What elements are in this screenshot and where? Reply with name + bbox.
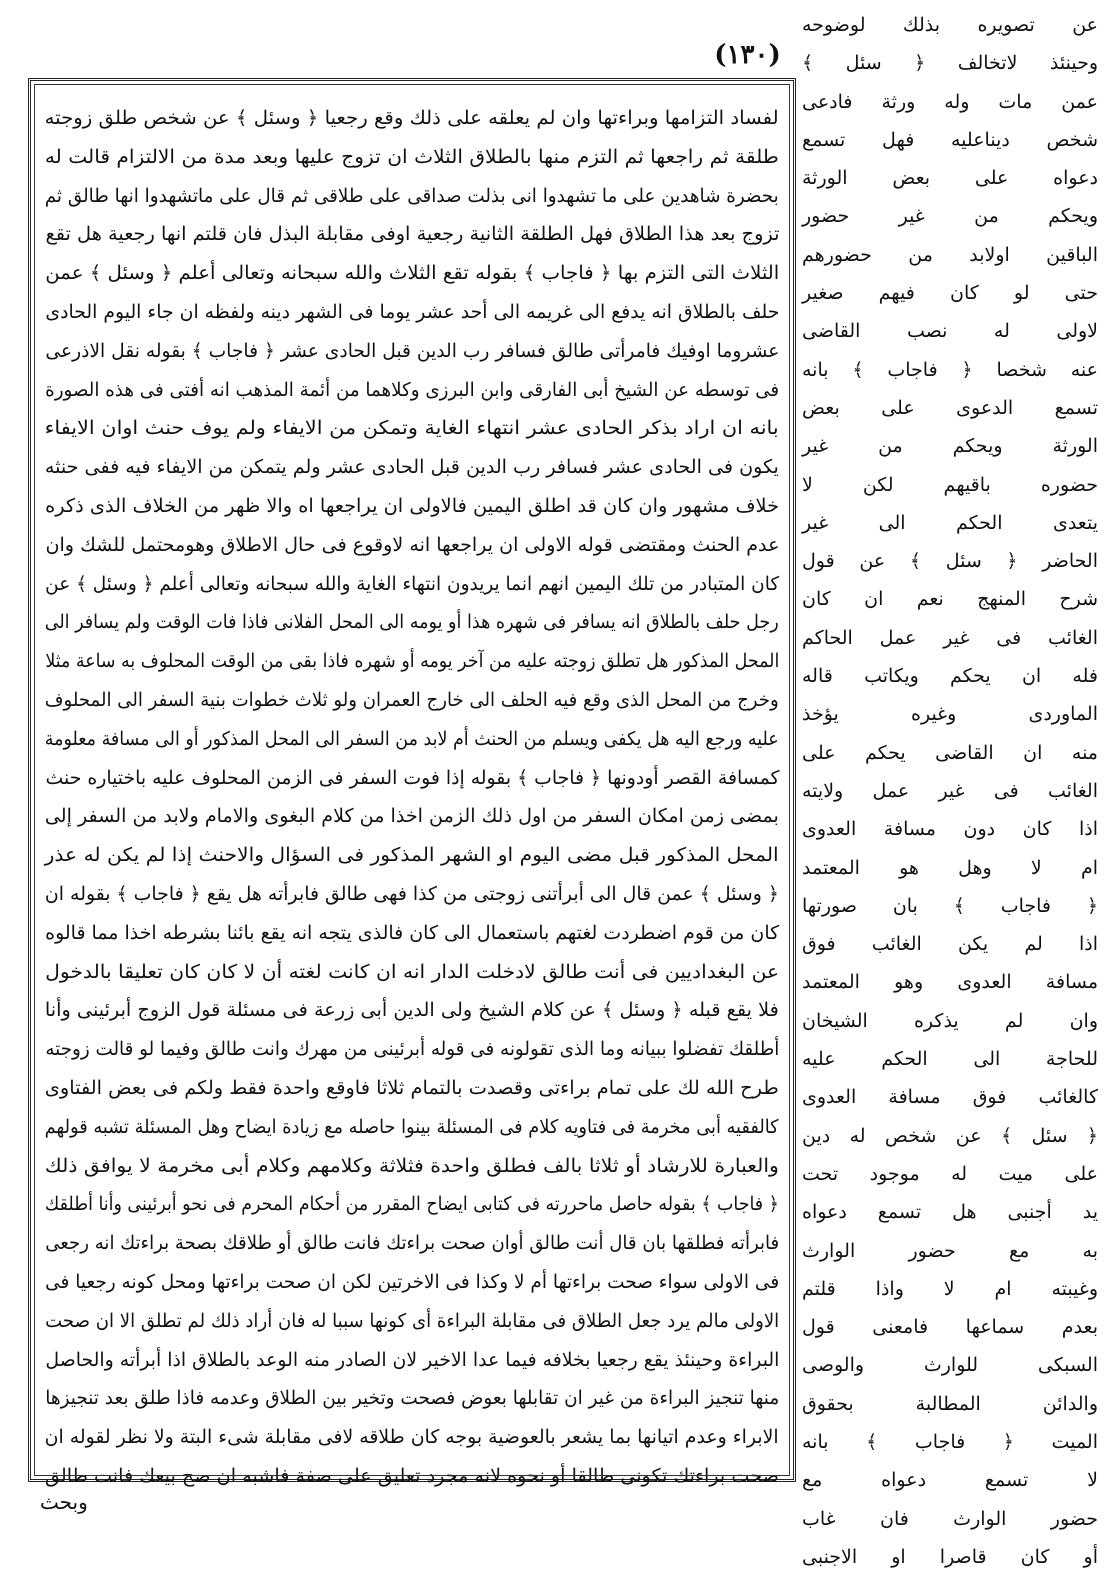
margin-text-line-text: الباقين اولابد من حضورهم (802, 243, 1098, 266)
main-text-line (45, 371, 779, 410)
main-text-line-text: فابرأته فطلقها بان قال أنت طالق أوان صحت براءتك فانت طالق أو طلاقك بصحة براءتك انه رجعى (45, 1232, 779, 1255)
margin-text-line (802, 542, 1098, 580)
main-text-line (45, 254, 779, 293)
margin-text-line-text: بعدم سماعها فامعنى قول (802, 1316, 1098, 1339)
margin-text-line-text: ام لا وهل هو المعتمد (802, 856, 1098, 879)
main-text-line-text: عدم الحنث ومقتضى قوله الاولى ان يراجعها انه لاوقوع فى حال الاطلاق وهومحتمل للشك وان (45, 533, 779, 556)
main-text-line-text: كمسافة القصر أودونها ﴿ فاجاب ﴾ بقوله إذا فوت السفر فى الزمن المحلوف عليه باختياره حنث (45, 766, 779, 789)
margin-text-line-text: الغائب فى غير عمل الحاكم (802, 626, 1098, 649)
main-text-line (45, 293, 779, 332)
margin-text-line-text: لا تسمع دعواه مع (802, 1469, 1098, 1492)
main-text-line (45, 1457, 779, 1496)
margin-text-line (802, 810, 1098, 848)
main-text-line (45, 99, 779, 138)
margin-text-line (802, 83, 1098, 121)
main-text-line (45, 1263, 779, 1302)
main-text-frame (28, 78, 796, 1487)
margin-text-line-text: مسافة العدوى وهو المعتمد (802, 971, 1098, 994)
margin-text-line (802, 6, 1098, 44)
main-text-line-text: صحت براءتك تكونى طالقا أو نحوه لانه مجرد تعليق على صفة فاشبه ان صح بيعك فانت طالق (45, 1464, 779, 1487)
margin-text-line (802, 1538, 1098, 1576)
margin-text-line-text: على ميت له موجود تحت (802, 1162, 1098, 1185)
margin-text-line (802, 159, 1098, 197)
main-text-line (45, 603, 779, 642)
main-text-line-text: بحضرة شاهدين على ما تشهدوا انى بذلت صداقى على طلاقى ثم قال على ماتشهدوا انها طالق ثم (45, 184, 779, 207)
main-text-line-text: كالفقيه أبى مخرمة فى فتاويه كلام فى المسئلة بينوا حاصله مع زيادة ايضاح وهل المسئلة تشبه قولهم (45, 1115, 779, 1138)
margin-text-line (802, 1270, 1098, 1308)
margin-text-line (802, 887, 1098, 925)
margin-text-line (802, 1040, 1098, 1078)
margin-text-line (802, 1078, 1098, 1116)
main-text-line-text: المحل المذكور هل تطلق زوجته عليه من آخر يومه أو شهره فاذا بقى من الوقت المحلوف به ساعة مثلا (45, 650, 779, 673)
margin-text-line (802, 274, 1098, 312)
margin-text-line (802, 351, 1098, 389)
margin-text-line-text: كالغائب فوق مسافة العدوى (802, 1086, 1098, 1109)
margin-text-line (802, 657, 1098, 695)
main-text-line (45, 177, 779, 216)
margin-text-line (802, 1461, 1098, 1499)
main-text-line-text: فى الاولى سواء صحت براءتها أم لا وكذا فى الاخرتين لكن ان صحت براءتها ومحل كونه رجعيا فى (45, 1270, 779, 1293)
main-text-line-text: حلف بالطلاق انه يدفع الى غريمه الى أحد عشر يوما فى الشهر دينه ولفظه ان جاء اليوم الحادى (45, 300, 779, 323)
main-text-line-text: تزوج بعد هذا الطلاق فهل الطلقة الثانية رجعية اوفى مقابلة البذل فان قلتم انها رجعية هل تقع (45, 223, 779, 246)
margin-text-line-text: يتعدى الحكم الى غير (802, 511, 1098, 534)
main-text-line-text: بانه ان اراد بذكر الحادى عشر انتهاء الغاية وتمكن من الايفاء ولم يوف حنث اوان الايفاء (45, 417, 779, 440)
main-text-line-text: عليه ورجع اليه هل يكفى ويسلم من الحنث أم لابد من السفر الى المحل المذكور أو الى مسافة معلومة (45, 727, 779, 750)
margin-text-line-text: الميت ﴿ فاجاب ﴾ بانه (802, 1430, 1098, 1453)
margin-text-line (802, 427, 1098, 465)
margin-text-line (802, 1232, 1098, 1270)
margin-text-line-text: ﴿ سئل ﴾ عن شخص له دين (802, 1124, 1098, 1147)
margin-text-line-text: الورثة ويحكم من غير (802, 435, 1098, 458)
main-text-line-text: عن البغداديين فى أنت طالق لادخلت الدار انه ان كانت لغته أن لا كان كان تعليقا بالدخول (45, 960, 779, 983)
margin-text-line-text: حضور الوارث فان غاب (802, 1507, 1098, 1530)
main-text-line-text: رجل حلف بالطلاق انه يسافر فى شهره هذا أو يومه الى المحل الفلانى فاذا فات الوقت ولم يسافر الى (45, 611, 779, 634)
margin-text-line-text: لاولى له نصب القاضى (802, 320, 1098, 343)
margin-text-line (802, 236, 1098, 274)
main-text-line-text: الثلاث التى التزم بها ﴿ فاجاب ﴾ بقوله تقع الثلاث والله سبحانه وتعالى أعلم ﴿ وسئل ﴾ عمن (45, 262, 779, 285)
margin-text-line (802, 197, 1098, 235)
margin-text-line-text: السبكى للوارث والوصى (802, 1354, 1098, 1377)
main-text-line-text: يكون فى الحادى عشر فسافر رب الدين قبل الحادى عشر ولم يتمكن من الايفاء فيه ففى حنثه (45, 456, 779, 479)
margin-text-line (802, 1002, 1098, 1040)
margin-text-line-text: أو كان قاصرا او الاجنبى (802, 1545, 1098, 1568)
margin-text-line-text: الحاضر ﴿ سئل ﴾ عن قول (802, 550, 1098, 573)
margin-text-line (802, 580, 1098, 618)
main-text-line (45, 797, 779, 836)
margin-text-line-text: وحينئذ لاتخالف ﴿ سئل ﴾ (802, 52, 1098, 75)
main-text-line (45, 1108, 779, 1147)
main-text-line-text: طلقة ثم راجعها ثم التزم منها بالطلاق الثلاث ان تزوج عليها وبعد مدة من الالتزام قالت له (45, 145, 779, 168)
main-text-line (45, 759, 779, 798)
main-text-line-text: بمضى زمن امكان السفر من اول ذلك الزمن اخذا من كلام البغوى والامام ولابد من السفر إلى (45, 805, 779, 828)
main-text-line-text: الاولى مالم يرد جعل الطلاق فى مقابلة البراءة أى كونها سببا له فان أراد ذلك لم تطلق الا ان صحت (45, 1309, 779, 1332)
main-text-line (45, 409, 779, 448)
main-text-line (45, 138, 779, 177)
main-text-line-text: فى توسطه عن الشيخ أبى الفارقى وابن البرزى وكلاهما من أئمة المذهب انه أفتى فى هذه الصورة (45, 378, 779, 401)
main-text-line-text: المحل المذكور قبل مضى اليوم او الشهر المذكور فى السؤال والاحنث إذا لم يكن له عذر (45, 844, 779, 867)
margin-text-line-text: فله ان يحكم ويكاتب قاله (802, 665, 1098, 688)
main-text-line (45, 1224, 779, 1263)
main-text-line (45, 1418, 779, 1457)
margin-text-line (802, 1500, 1098, 1538)
margin-text-line (802, 695, 1098, 733)
main-text-line (45, 1030, 779, 1069)
margin-text-line-text: الغائب فى غير عمل ولايته (802, 779, 1098, 802)
main-text-line-text: أطلقك تفضلوا ببيانه وما الذى تقولونه فى قوله أبرئينى من مهرك وانت طالق وفيما لو قالت زوجته (45, 1038, 779, 1061)
main-text-line-text: ﴿ فاجاب ﴾ بقوله حاصل ماحررته فى كتابى ايضاح المقرر من أحكام المحرم فى نحو أبرئينى وأنا أطلقك (45, 1193, 779, 1216)
margin-text-line (802, 44, 1098, 82)
margin-text-line-text: اذا لم يكن الغائب فوق (802, 933, 1098, 956)
main-text-line (45, 720, 779, 759)
margin-text-line (802, 1346, 1098, 1384)
margin-text-line-text: تسمع الدعوى على بعض (802, 396, 1098, 419)
margin-text-line-text: الماوردى وغيره يؤخذ (802, 703, 1098, 726)
margin-text-line (802, 1117, 1098, 1155)
main-text-line (45, 1341, 779, 1380)
main-text-line (45, 1147, 779, 1186)
margin-text-line-text: وان لم يذكره الشيخان (802, 1009, 1098, 1032)
main-text-line (45, 642, 779, 681)
main-text-line-text: فلا يقع قبله ﴿ وسئل ﴾ عن كلام الشيخ ولى الدين أبى زرعة فى مسئلة قول الزوج أبرئينى وأنا (45, 999, 779, 1022)
margin-text-line (802, 466, 1098, 504)
margin-text-line (802, 312, 1098, 350)
margin-text-line (802, 121, 1098, 159)
margin-text-line (802, 772, 1098, 810)
main-text-line-text: الابراء وعدم اتيانها بما يشعر بالعوضية بوجه كان طلاقه لافى مقابلة شىء البتة ولا نظر لقوله ان (45, 1426, 779, 1449)
main-text-line (45, 526, 779, 565)
main-text-line (45, 914, 779, 953)
main-text-line (45, 875, 779, 914)
margin-text-line (802, 1308, 1098, 1346)
main-text-line (45, 1379, 779, 1418)
main-text-line-text: منها تنجيز البراءة من غير ان تقابلها بعوض فصحت وتخير بين الطلاق وعدمه فاذا طلق بعد تنجيزها (45, 1387, 779, 1410)
margin-text-line (802, 925, 1098, 963)
main-text-line (45, 1069, 779, 1108)
margin-text-line (802, 619, 1098, 657)
main-text-line (45, 953, 779, 992)
main-text-line-text: طرح الله لك على تمام براءتى وقصدت بالتمام ثلاثا فاوقع واحدة فقط ولكم فى بعض الفتاوى (45, 1076, 779, 1099)
margin-text-line (802, 389, 1098, 427)
main-text-line (45, 332, 779, 371)
margin-text-line (802, 504, 1098, 542)
margin-text-line-text: عن تصويره بذلك لوضوحه (802, 14, 1098, 36)
margin-text-line (802, 849, 1098, 887)
margin-text-line-text: اذا كان دون مسافة العدوى (802, 818, 1098, 841)
margin-text-line-text: عنه شخصا ﴿ فاجاب ﴾ بانه (802, 358, 1098, 381)
main-text-line (45, 1185, 779, 1224)
main-text-line-text: وخرج من المحل الذى وقع فيه الحلف الى خارج العمران ولو ثلاث خطوات بنية السفر الى المحلوف (45, 688, 779, 711)
main-text-line (45, 565, 779, 604)
margin-text-line-text: يد أجنبى هل تسمع دعواه (802, 1201, 1098, 1224)
margin-text-line-text: والدائن المطالبة بحقوق (802, 1392, 1098, 1415)
margin-text-line-text: دعواه على بعض الورثة (802, 167, 1098, 190)
main-text-line-text: والعبارة للارشاد أو ثلاثا بالف فطلق واحدة فثلاثة وكلامهم وكلام أبى مخرمة لا يوافق ذلك (45, 1154, 779, 1177)
main-text-line-text: خلاف مشهور وان كان قد اطلق اليمين فالاولى ان يراجعها اه والا ظهر من الخلاف الذى ذكره (45, 494, 779, 517)
margin-text-line (802, 1423, 1098, 1461)
margin-text-line-text: ﴿ فاجاب ﴾ بان صورتها (802, 894, 1098, 917)
margin-text-line-text: منه ان القاضى يحكم على (802, 741, 1098, 764)
margin-text-line (802, 1155, 1098, 1193)
main-text-line (45, 215, 779, 254)
main-text-line (45, 991, 779, 1030)
main-text-line (45, 448, 779, 487)
main-text-line-text: ﴿ وسئل ﴾ عمن قال الى أبرأتنى زوجتى من كذا فهى طالق فابرأته هل يقع ﴿ فاجاب ﴾ بقوله ان (45, 882, 779, 905)
page-number: (١٣٠) (714, 40, 781, 70)
margin-text-line-text: به مع حضور الوارث (802, 1239, 1098, 1262)
main-text-line (45, 1302, 779, 1341)
margin-text-line-text: للحاجة الى الحكم عليه (802, 1048, 1098, 1071)
margin-text-line (802, 1193, 1098, 1231)
margin-text-line (802, 1385, 1098, 1423)
main-text-line-text: عشروما اوفيك فامرأتى طالق فسافر رب الدين قبل الحادى عشر ﴿ فاجاب ﴾ بقوله نقل الاذرعى (45, 339, 779, 362)
main-text-body (45, 99, 779, 1496)
main-text-line (45, 487, 779, 526)
main-text-line (45, 836, 779, 875)
margin-text-line (802, 963, 1098, 1001)
margin-text-line (802, 734, 1098, 772)
margin-text-line-text: حضوره باقيهم لكن لا (802, 473, 1098, 496)
margin-text-line-text: شخص ديناعليه فهل تسمع (802, 128, 1098, 151)
main-text-line-text: البراءة وحينئذ يقع رجعيا بخلافه فيما عدا الاخير لان الصادر منه الوعد بالطلاق اذا أبرأته والحاصل (45, 1348, 779, 1371)
margin-text-line-text: ويحكم من غير حضور (802, 205, 1098, 228)
margin-text-line-text: عمن مات وله ورثة فادعى (802, 90, 1098, 113)
catchword: وبحث (40, 1490, 88, 1514)
main-text-line-text: كان من قوم اضطردت لغتهم باستعمال الى كان فالذى يتجه انه يقع بائنا بشرطه اخذا مما قالوه (45, 921, 779, 944)
main-text-line-text: كان المتبادر من تلك اليمين انهم انما يريدون انتهاء الغاية والله سبحانه وتعالى أعلم ﴿ وسئل ﴾ عن (45, 572, 779, 595)
margin-text-line-text: وغيبته ام لا واذا قلتم (802, 1277, 1098, 1300)
margin-text-line-text: حتى لو كان فيهم صغير (802, 282, 1098, 305)
margin-commentary (802, 6, 1098, 1576)
main-text-line (45, 681, 779, 720)
margin-text-line-text: شرح المنهج نعم ان كان (802, 588, 1098, 611)
main-text-line-text: لفساد التزامها وبراءتها وان لم يعلقه على ذلك وقع رجعيا ﴿ وسئل ﴾ عن شخص طلق زوجته (45, 107, 779, 129)
